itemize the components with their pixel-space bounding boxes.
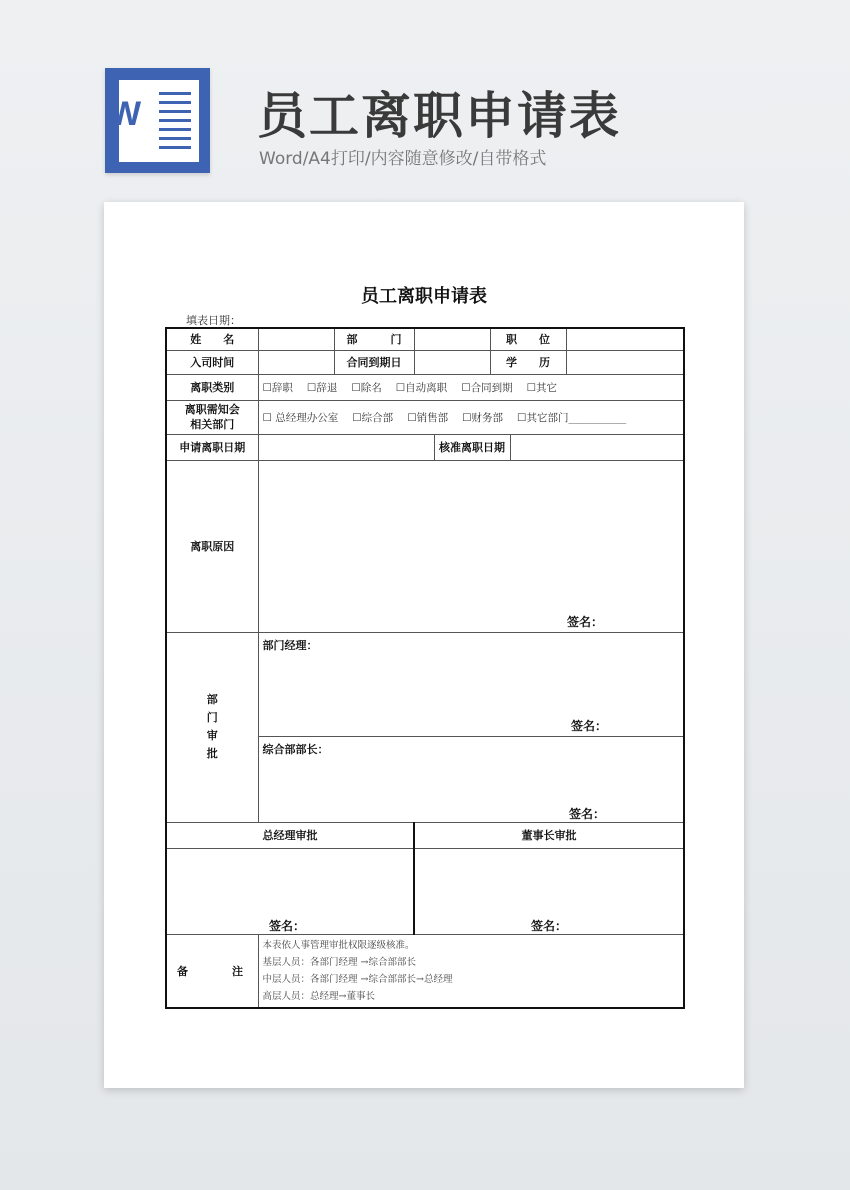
fill-date-label: 填表日期： [186,314,241,327]
dept-approval-label: 部 门 审 批 [166,632,258,822]
document-title: 员工离职申请表 [361,286,487,307]
resignation-form-table [165,327,685,1009]
word-logo-icon: W [105,68,210,173]
leave-type-other-checkbox[interactable]: ☐其它 [526,381,558,394]
leave-type-self-checkbox[interactable]: ☐自动离职 [395,381,448,394]
notify-depts-label-2: 相关部门 [190,418,235,431]
position-label: 职 位 [490,328,566,350]
admin-head-label: 综合部部长： [262,742,329,756]
notify-other-checkbox[interactable]: ☐其它部门___________ [517,411,627,424]
approve-date-field[interactable] [510,434,684,460]
chairman-approval-label: 董事长审批 [414,822,684,848]
reason-signature-label: 签名： [566,614,603,629]
remark-line: 中层人员：各部门经理 →综合部部长→总经理 [262,973,453,985]
chairman-signature: 签名： [531,918,568,933]
position-field[interactable] [566,328,684,350]
dept-label: 部 门 [334,328,414,350]
gm-signature: 签名： [269,918,306,933]
dept-manager-label: 部门经理： [262,638,318,652]
gm-approval-field[interactable] [166,848,414,934]
notify-finance-checkbox[interactable]: ☐财务部 [462,411,504,424]
remarks-label: 备 注 [166,934,258,1008]
apply-date-field[interactable] [258,434,434,460]
document-page [104,202,744,1088]
dept-manager-field[interactable] [258,632,684,736]
remark-line: 本表依人事管理审批权限逐级核准。 [262,939,415,951]
dept-manager-signature: 签名： [570,718,607,733]
notify-depts-label-1: 离职需知会 [184,403,240,416]
leave-type-contract-checkbox[interactable]: ☐合同到期 [461,381,513,394]
dept-field[interactable] [414,328,490,350]
leave-type-resign-checkbox[interactable]: ☐辞职 [262,381,293,394]
approve-date-label: 核准离职日期 [434,434,510,460]
education-label: 学 历 [490,350,566,374]
leave-type-label: 离职类别 [166,374,258,400]
reason-label: 离职原因 [166,460,258,632]
name-label: 姓 名 [166,328,258,350]
leave-type-dismissed-checkbox[interactable]: ☐辞退 [306,381,338,394]
remark-line: 基层人员：各部门经理 →综合部部长 [262,956,416,968]
notify-admin-checkbox[interactable]: ☐综合部 [352,411,394,424]
notify-gm-office-checkbox[interactable]: ☐ 总经理办公室 [262,411,339,424]
gm-approval-label: 总经理审批 [166,822,414,848]
contract-end-label: 合同到期日 [334,350,414,374]
remark-line: 高层人员：总经理→董事长 [262,990,375,1002]
admin-head-field[interactable] [258,736,684,822]
contract-end-field[interactable] [414,350,490,374]
apply-date-label: 申请离职日期 [166,434,258,460]
reason-field[interactable] [258,460,684,632]
banner-subtitle: Word/A4打印/内容随意修改/自带格式 [259,149,547,169]
education-field[interactable] [566,350,684,374]
join-date-label: 入司时间 [166,350,258,374]
chairman-approval-field[interactable] [414,848,684,934]
name-field[interactable] [258,328,334,350]
notify-sales-checkbox[interactable]: ☐销售部 [407,411,449,424]
banner-title: 员工离职申请表 [257,87,621,145]
join-date-field[interactable] [258,350,334,374]
leave-type-removed-checkbox[interactable]: ☐除名 [351,381,382,394]
admin-head-signature: 签名： [568,806,605,821]
